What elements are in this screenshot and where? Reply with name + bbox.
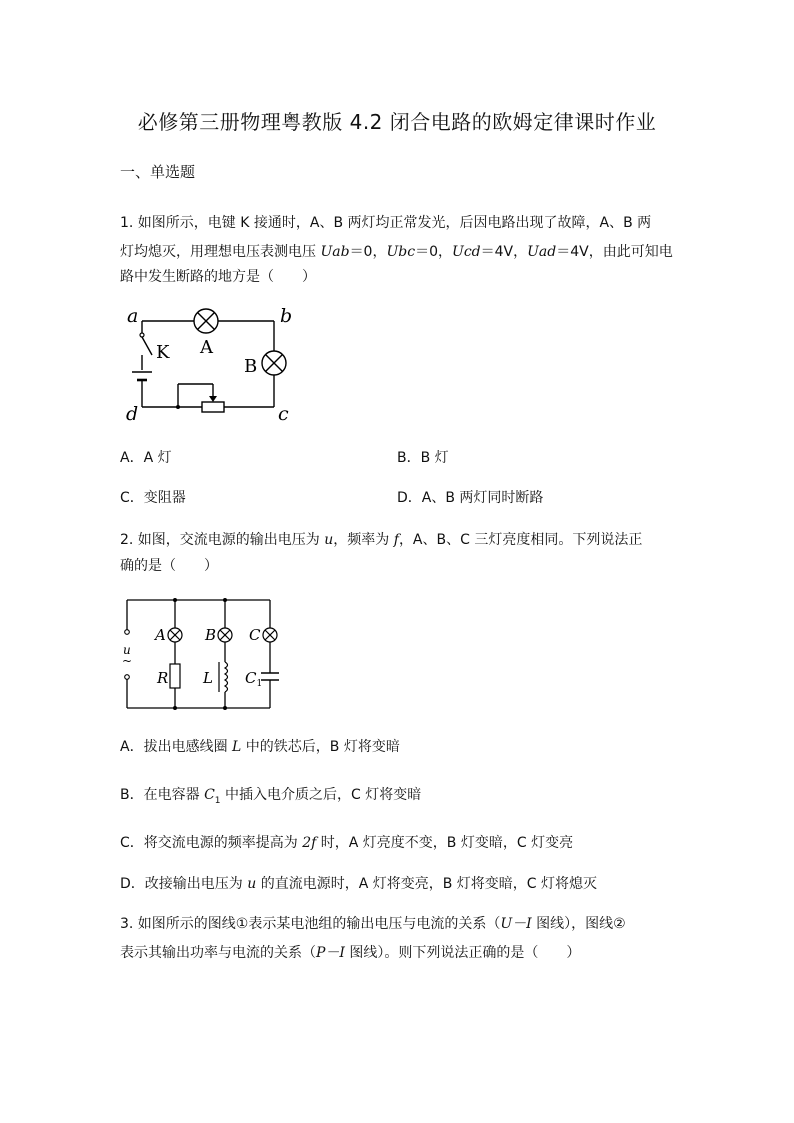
var-c1-subscript: 1 bbox=[214, 795, 221, 806]
q2-option-a[interactable] bbox=[120, 736, 400, 756]
q1-stem-line-1: 1. 如图所示，电键 K 接通时，A、B 两灯均正常发光，后因电路出现了故障，A、B 两 bbox=[120, 215, 652, 231]
lamp-label-a: A bbox=[200, 337, 213, 358]
rheostat-icon bbox=[176, 384, 224, 412]
var-l: L bbox=[232, 739, 242, 755]
section-heading: 一、单选题 bbox=[120, 163, 196, 181]
node-label-b: b bbox=[280, 305, 293, 327]
battery-icon bbox=[132, 372, 152, 380]
q2-stem-text-post: ，A、B、C 三灯亮度相同。下列说法正 bbox=[398, 532, 643, 548]
q1-stem-line-3: 路中发生断路的地方是（ ） bbox=[120, 269, 316, 285]
q2-stem-text-mid: ，频率为 bbox=[333, 532, 394, 548]
q2-option-b[interactable] bbox=[120, 784, 421, 806]
capacitor-c1-icon bbox=[261, 673, 279, 680]
inductor-l-icon bbox=[219, 662, 228, 692]
value-ucd: ＝4V， bbox=[480, 244, 528, 260]
page-title: 必修第三册物理粤教版 4.2 闭合电路的欧姆定律课时作业 bbox=[137, 110, 657, 134]
q1-circuit-diagram bbox=[122, 300, 302, 425]
q2-option-b-text-post: 中插入电介质之后，C 灯将变暗 bbox=[220, 787, 422, 803]
value-uad: ＝4V，由此可知电 bbox=[556, 244, 673, 260]
var-2f: 2f bbox=[302, 835, 317, 851]
var-u: u bbox=[324, 532, 334, 548]
var-c1: C bbox=[204, 787, 215, 803]
var-f: f bbox=[393, 532, 399, 548]
q2-option-d-text-post: 的直流电源时，A 灯将变亮，B 灯将变暗，C 灯将熄灭 bbox=[256, 876, 598, 892]
q3-stem-text-post: 图线），图线② bbox=[531, 916, 626, 932]
lamp-a-icon bbox=[194, 309, 218, 333]
q2-circuit-diagram bbox=[115, 592, 285, 714]
q2-stem-line-1 bbox=[120, 529, 642, 549]
inductor-label-l: L bbox=[203, 669, 213, 687]
source-label-u: u bbox=[123, 643, 131, 657]
lamp-b-icon bbox=[218, 628, 232, 642]
var-u-i: U－I bbox=[500, 916, 532, 932]
lamp-label-c: C bbox=[249, 626, 261, 644]
q2-option-c-text-post: 时，A 灯亮度不变，B 灯变暗，C 灯变亮 bbox=[316, 835, 574, 851]
node-label-c: c bbox=[278, 403, 289, 425]
source-label-ac: ~ bbox=[122, 654, 133, 668]
var-uab: Uab bbox=[320, 244, 350, 260]
lamp-a-icon bbox=[168, 628, 182, 642]
node-label-a: a bbox=[127, 305, 139, 327]
lamp-b-icon bbox=[262, 351, 286, 375]
var-ucd: Ucd bbox=[452, 244, 481, 260]
q2-option-a-text-post: 中的铁芯后，B 灯将变暗 bbox=[241, 739, 400, 755]
q2-option-a-text: A．拔出电感线圈 bbox=[120, 739, 233, 755]
q3-stem-text-2-post: 图线）。则下列说法正确的是（ ） bbox=[344, 945, 581, 961]
q2-option-d[interactable] bbox=[120, 873, 597, 893]
var-ubc: Ubc bbox=[386, 244, 416, 260]
q2-option-c[interactable] bbox=[120, 832, 573, 852]
q3-stem-line-1 bbox=[120, 913, 626, 933]
q3-stem-line-2 bbox=[120, 942, 580, 962]
q2-stem-line-2: 确的是（ ） bbox=[120, 558, 218, 574]
q3-stem-text: 3. 如图所示的图线①表示某电池组的输出电压与电流的关系（ bbox=[120, 916, 501, 932]
value-ubc: ＝0， bbox=[415, 244, 453, 260]
lamp-c-icon bbox=[263, 628, 277, 642]
q2-stem-text: 2. 如图，交流电源的输出电压为 bbox=[120, 532, 325, 548]
q1-stem-line-2 bbox=[120, 241, 673, 261]
q2-option-b-text: B．在电容器 bbox=[120, 787, 205, 803]
node-label-d: d bbox=[126, 403, 139, 425]
resistor-label-r: R bbox=[157, 669, 169, 687]
q1-option-a[interactable]: A．A 灯 bbox=[120, 450, 172, 466]
q2-option-c-text: C．将交流电源的频率提高为 bbox=[120, 835, 303, 851]
var-p-i: P－I bbox=[316, 945, 345, 961]
q1-stem-text: 灯均熄灭，用理想电压表测电压 bbox=[120, 244, 321, 260]
q2-option-d-text: D．改接输出电压为 bbox=[120, 876, 248, 892]
capacitor-label-c1: $C_1$ bbox=[245, 669, 263, 689]
lamp-label-a: A bbox=[155, 626, 166, 644]
q1-option-d[interactable]: D．A、B 两灯同时断路 bbox=[397, 490, 544, 506]
switch-k-icon bbox=[140, 333, 152, 370]
lamp-label-b: B bbox=[244, 356, 258, 377]
lamp-label-b: B bbox=[205, 626, 217, 644]
q3-stem-text-2: 表示其输出功率与电流的关系（ bbox=[120, 945, 316, 961]
value-uab: ＝0， bbox=[349, 244, 387, 260]
var-u-dc: u bbox=[247, 876, 257, 892]
var-uad: Uad bbox=[527, 244, 557, 260]
q1-option-c[interactable]: C．变阻器 bbox=[120, 490, 186, 506]
q1-option-b[interactable]: B．B 灯 bbox=[397, 450, 449, 466]
resistor-r-icon bbox=[170, 664, 180, 688]
switch-label-k: K bbox=[156, 342, 170, 363]
